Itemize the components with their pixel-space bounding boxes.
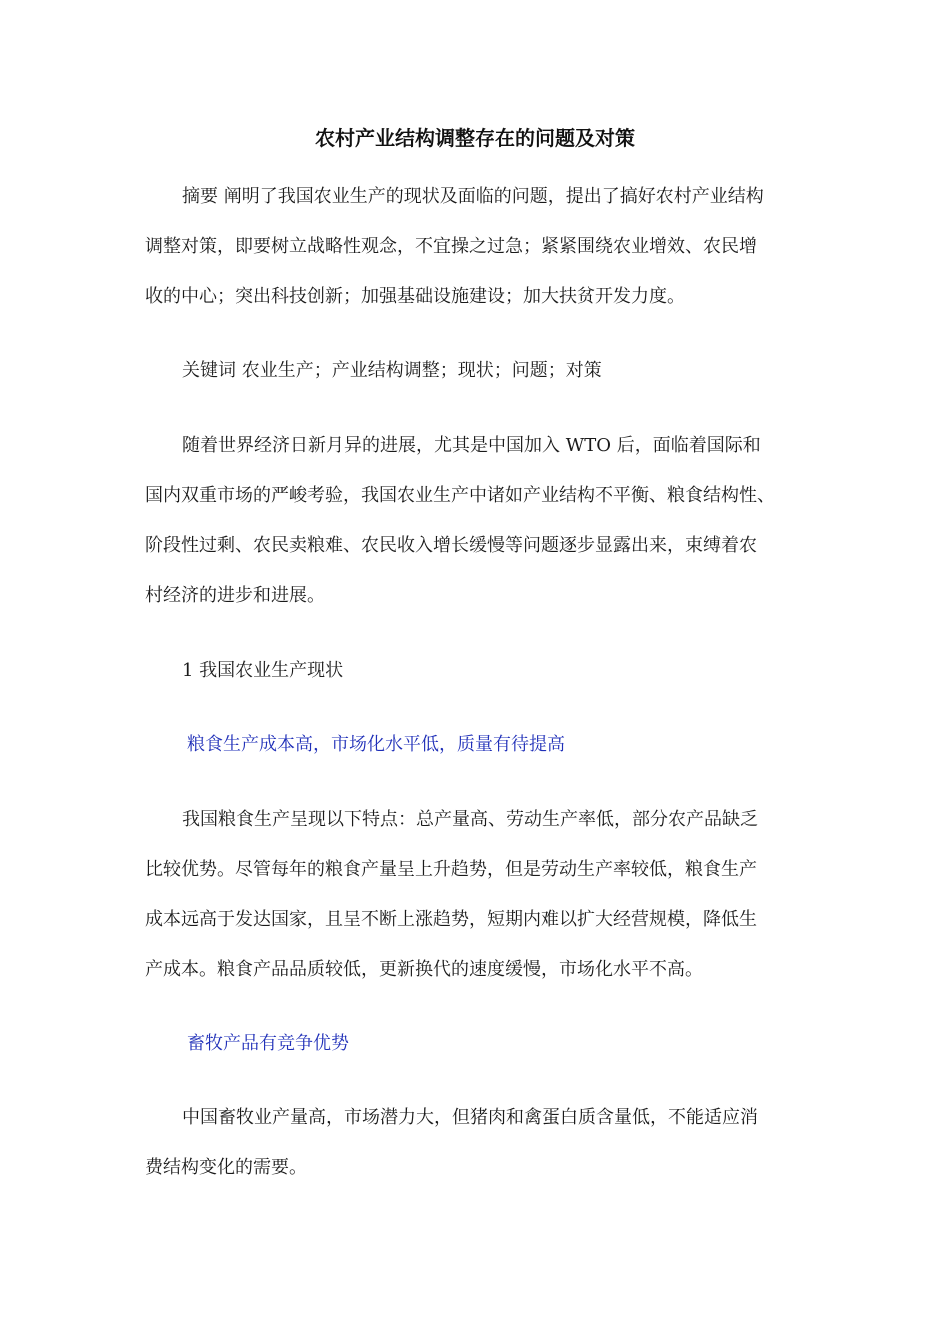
intro-line: 国内双重市场的严峻考验，我国农业生产中诸如产业结构不平衡、粮食结构性、 [145, 485, 775, 506]
keywords-line: 关键词 农业生产；产业结构调整；现状；问题；对策 [182, 360, 602, 381]
livestock-line: 中国畜牧业产量高，市场潜力大，但猪肉和禽蛋白质含量低，不能适应消 [182, 1107, 758, 1128]
livestock-paragraph [145, 1093, 817, 1193]
abstract-paragraph [145, 172, 817, 322]
grain-line: 我国粮食生产呈现以下特点：总产量高、劳动生产率低，部分农产品缺乏 [182, 809, 758, 830]
abstract-line: 调整对策，即要树立战略性观念，不宜操之过急；紧紧围绕农业增效、农民增 [145, 236, 757, 257]
intro-line: 阶段性过剩、农民卖粮难、农民收入增长缓慢等问题逐步显露出来，束缚着农 [145, 535, 757, 556]
intro-line: 随着世界经济日新月异的进展，尤其是中国加入 WTO 后，面临着国际和 [182, 435, 761, 456]
document-title: 农村产业结构调整存在的问题及对策 [315, 126, 635, 150]
subsection-heading: 粮食生产成本高，市场化水平低，质量有待提高 [187, 734, 565, 755]
subsection-heading: 畜牧产品有竞争优势 [187, 1033, 349, 1054]
grain-line: 产成本。粮食产品品质较低，更新换代的速度缓慢，市场化水平不高。 [145, 959, 703, 980]
grain-paragraph [145, 795, 817, 995]
abstract-line: 收的中心；突出科技创新；加强基础设施建设；加大扶贫开发力度。 [145, 286, 685, 307]
abstract-line: 摘要 阐明了我国农业生产的现状及面临的问题，提出了搞好农村产业结构 [182, 186, 764, 207]
section-heading: 1 我国农业生产现状 [182, 660, 344, 681]
intro-paragraph [145, 421, 817, 621]
intro-line: 村经济的进步和进展。 [145, 585, 325, 606]
grain-line: 成本远高于发达国家，且呈不断上涨趋势，短期内难以扩大经营规模，降低生 [145, 909, 757, 930]
grain-line: 比较优势。尽管每年的粮食产量呈上升趋势，但是劳动生产率较低，粮食生产 [145, 859, 757, 880]
livestock-line: 费结构变化的需要。 [145, 1157, 307, 1178]
